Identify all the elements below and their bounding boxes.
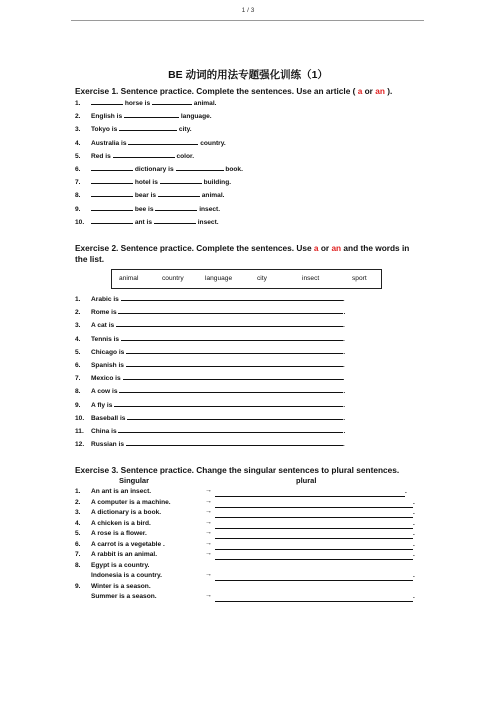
singular-sentence: Egypt is a country.	[91, 561, 150, 569]
item-number: 2.	[75, 498, 81, 506]
singular-sentence: A dictionary is a book.	[91, 509, 162, 516]
sentence-end: .	[342, 375, 345, 383]
sentence-item	[75, 359, 345, 372]
item-number: 10.	[75, 414, 85, 422]
word-list-box	[111, 269, 382, 289]
item-number: 1.	[75, 488, 81, 495]
arrow-icon: →	[205, 487, 212, 494]
sentence-row	[75, 488, 151, 495]
sentence-text: country.	[198, 139, 226, 147]
sentence-text: building.	[201, 179, 232, 187]
answer-line[interactable]	[215, 517, 413, 518]
answer-blank[interactable]	[126, 346, 346, 356]
sentence-end: .	[343, 414, 346, 422]
sentence-end: .	[343, 427, 346, 435]
sentence-text: Rome is	[91, 309, 119, 317]
sentence-end: .	[342, 361, 345, 369]
arrow-icon: →	[205, 539, 212, 547]
item-number: 3.	[75, 509, 81, 516]
answer-line[interactable]	[215, 559, 413, 560]
sentence-item	[75, 110, 243, 123]
answer-blank[interactable]	[158, 189, 200, 197]
sentence-end: .	[343, 348, 346, 356]
answer-blank[interactable]	[121, 293, 343, 301]
answer-line[interactable]	[215, 549, 413, 550]
answer-blank[interactable]	[126, 359, 343, 367]
answer-blank[interactable]	[155, 203, 197, 211]
sentence-row	[75, 551, 157, 558]
column-plural: plural	[296, 476, 317, 485]
sentence-row	[75, 509, 161, 516]
item-number: 11.	[75, 427, 84, 435]
sentence-text: A cat is	[91, 322, 117, 330]
sentence-text: animal.	[199, 192, 225, 200]
sentence-text: Mexico is	[91, 375, 123, 383]
word-option: language	[205, 275, 233, 282]
item-number: 7.	[75, 551, 81, 558]
sentence-text: city.	[177, 126, 192, 134]
sentence-text: dictionary is	[133, 165, 176, 173]
sentence-item	[75, 306, 345, 319]
answer-blank[interactable]	[152, 97, 192, 105]
sentence-item	[75, 189, 243, 202]
item-number: 1.	[75, 296, 81, 303]
singular-sentence: Winter is a season.	[91, 582, 151, 590]
sentence-item	[75, 372, 345, 385]
sentence-text: horse is	[123, 100, 152, 107]
answer-blank[interactable]	[124, 110, 179, 118]
item-number: 10.	[75, 218, 85, 226]
exercise3-heading: Exercise 3. Sentence practice. Change the singular sentences to plural sentences.	[75, 465, 400, 475]
answer-blank[interactable]	[121, 333, 343, 341]
sentence-text: Spanish is	[91, 361, 126, 369]
sentence-item	[75, 333, 345, 346]
exercise2-heading: Exercise 2. Sentence practice. Complete the sentences. Use a or an and the words in the list.	[75, 243, 410, 264]
sentence-end: .	[413, 572, 415, 579]
singular-sentence: A rabbit is an animal.	[91, 551, 158, 558]
sentence-text: Tennis is	[91, 335, 121, 343]
item-number: 5.	[75, 152, 81, 160]
arrow-icon: →	[205, 518, 212, 526]
answer-line[interactable]	[215, 528, 413, 529]
sentence-row	[75, 541, 165, 548]
sentence-end: .	[405, 488, 407, 495]
column-singular: Singular	[119, 476, 150, 485]
answer-blank[interactable]	[119, 123, 177, 131]
sentence-end: .	[413, 530, 415, 537]
item-number: 4.	[75, 519, 81, 527]
sentence-end: .	[413, 540, 415, 548]
sentence-text: A fly is	[91, 401, 115, 409]
sentence-row	[75, 499, 171, 506]
sentence-item	[75, 150, 243, 163]
answer-blank[interactable]	[176, 163, 224, 171]
arrow-icon: →	[205, 592, 212, 599]
sentence-item	[75, 163, 243, 176]
sentence-text: insect.	[197, 205, 221, 213]
item-number: 8.	[75, 388, 81, 396]
sentence-end: .	[342, 335, 345, 343]
sentence-row	[75, 593, 157, 600]
item-number: 4.	[75, 139, 81, 147]
answer-line[interactable]	[215, 496, 405, 497]
sentence-text: book.	[223, 165, 243, 173]
singular-sentence: A computer is a machine.	[91, 498, 171, 506]
sentence-end: .	[343, 401, 346, 409]
sentence-end: .	[342, 296, 345, 303]
sentence-item	[75, 123, 243, 136]
singular-sentence: A carrot is a vegetable .	[91, 540, 165, 548]
item-number: 8.	[75, 192, 81, 200]
sentence-text: China is	[91, 427, 119, 435]
item-number: 7.	[75, 179, 81, 187]
page-number: 1 / 3	[241, 7, 255, 14]
answer-line[interactable]	[215, 580, 413, 581]
item-number: 6.	[75, 540, 81, 548]
item-number: 8.	[75, 561, 81, 569]
item-number: 9.	[75, 205, 81, 213]
item-number: 6.	[75, 165, 81, 173]
sentence-item	[75, 438, 345, 451]
answer-blank[interactable]	[126, 438, 345, 449]
exercise1-list	[75, 97, 243, 229]
answer-blank[interactable]	[91, 163, 133, 171]
item-number: 3.	[75, 126, 81, 134]
answer-blank[interactable]	[127, 412, 346, 422]
sentence-text: Baseball is	[91, 414, 128, 422]
item-number: 7.	[75, 375, 81, 383]
arrow-icon: →	[205, 497, 212, 505]
singular-sentence: A rose is a flower.	[91, 530, 147, 537]
answer-line[interactable]	[215, 507, 413, 508]
sentence-text: Arabic is	[91, 296, 121, 303]
sentence-text: Tokyo is	[91, 126, 120, 134]
answer-blank[interactable]	[119, 385, 346, 396]
sentence-text: Chicago is	[91, 348, 127, 356]
answer-blank[interactable]	[91, 176, 133, 184]
sentence-end: .	[413, 593, 415, 600]
item-number: 3.	[75, 322, 81, 330]
arrow-icon: →	[205, 529, 212, 536]
item-number: 5.	[75, 348, 81, 356]
arrow-icon: →	[205, 571, 212, 578]
sentence-row	[75, 572, 162, 579]
sentence-end: .	[342, 441, 345, 449]
item-number: 2.	[75, 309, 81, 317]
sentence-text: insect.	[195, 218, 219, 226]
answer-blank[interactable]	[128, 137, 198, 145]
sentence-end: .	[343, 322, 345, 330]
answer-blank[interactable]	[91, 97, 123, 105]
sentence-row	[75, 520, 151, 527]
sentence-text: language.	[178, 113, 212, 121]
sentence-end: .	[413, 519, 415, 527]
sentence-item	[75, 425, 345, 438]
answer-blank[interactable]	[91, 203, 133, 211]
sentence-row	[75, 562, 150, 569]
sentence-text: Red is	[91, 152, 113, 160]
sentence-text: Australia is	[91, 139, 129, 147]
sentence-item	[75, 137, 243, 150]
sentence-end: .	[413, 509, 415, 516]
sentence-item	[75, 203, 243, 216]
word-option: sport	[352, 275, 367, 282]
word-option: animal	[119, 275, 139, 282]
word-option: country	[162, 275, 184, 282]
singular-sentence: An ant is an insect.	[91, 488, 152, 495]
sentence-text: Russian is	[91, 441, 126, 449]
item-number: 9.	[75, 401, 81, 409]
sentence-text: bee is	[133, 205, 156, 213]
sentence-end: .	[343, 309, 346, 317]
singular-sentence: Indonesia is a country.	[91, 572, 162, 579]
sentence-end: .	[413, 498, 415, 506]
header-rule	[71, 20, 424, 21]
sentence-item	[75, 319, 345, 332]
sentence-text: A cow is	[91, 388, 120, 396]
answer-blank[interactable]	[123, 372, 345, 383]
item-number: 2.	[75, 113, 81, 121]
singular-sentence: Summer is a season.	[91, 593, 157, 600]
answer-blank[interactable]	[118, 425, 346, 435]
sentence-item	[75, 346, 345, 359]
sentence-end: .	[343, 388, 346, 396]
exercise2-list	[75, 293, 345, 451]
sentence-item	[75, 97, 243, 110]
word-option: city	[257, 275, 267, 282]
sentence-end: .	[413, 551, 415, 558]
arrow-icon: →	[205, 550, 212, 557]
answer-blank[interactable]	[91, 189, 133, 197]
answer-blank[interactable]	[118, 306, 346, 317]
item-number: 5.	[75, 530, 81, 537]
answer-blank[interactable]	[116, 319, 345, 330]
answer-line[interactable]	[215, 601, 413, 602]
sentence-item	[75, 385, 345, 398]
arrow-icon: →	[205, 508, 212, 515]
worksheet-title: BE 动词的用法专题强化训练（1）	[168, 69, 328, 81]
answer-blank[interactable]	[160, 176, 202, 184]
sentence-item	[75, 216, 243, 229]
item-number: 9.	[75, 582, 81, 590]
sentence-item	[75, 399, 345, 412]
sentence-text: ant is	[133, 218, 154, 226]
word-option: insect	[302, 275, 320, 282]
sentence-item	[75, 412, 345, 425]
answer-blank[interactable]	[154, 216, 196, 224]
answer-blank[interactable]	[114, 399, 346, 409]
exercise1-heading: Exercise 1. Sentence practice. Complete the sentences. Use an article ( a or an ).	[75, 86, 393, 96]
answer-line[interactable]	[215, 538, 413, 539]
singular-sentence: A chicken is a bird.	[91, 519, 151, 527]
sentence-text: color.	[174, 152, 195, 160]
sentence-text: bear is	[133, 192, 158, 200]
sentence-text: English is	[91, 113, 124, 121]
answer-blank[interactable]	[91, 216, 133, 224]
sentence-row	[75, 530, 147, 537]
sentence-text: animal.	[191, 100, 217, 107]
item-number: 4.	[75, 335, 81, 343]
sentence-item	[75, 293, 345, 306]
item-number: 1.	[75, 100, 81, 107]
item-number: 12.	[75, 441, 85, 449]
item-number: 6.	[75, 361, 81, 369]
sentence-row	[75, 583, 151, 590]
sentence-item	[75, 176, 243, 189]
answer-blank[interactable]	[113, 150, 175, 158]
sentence-text: hotel is	[133, 179, 160, 187]
